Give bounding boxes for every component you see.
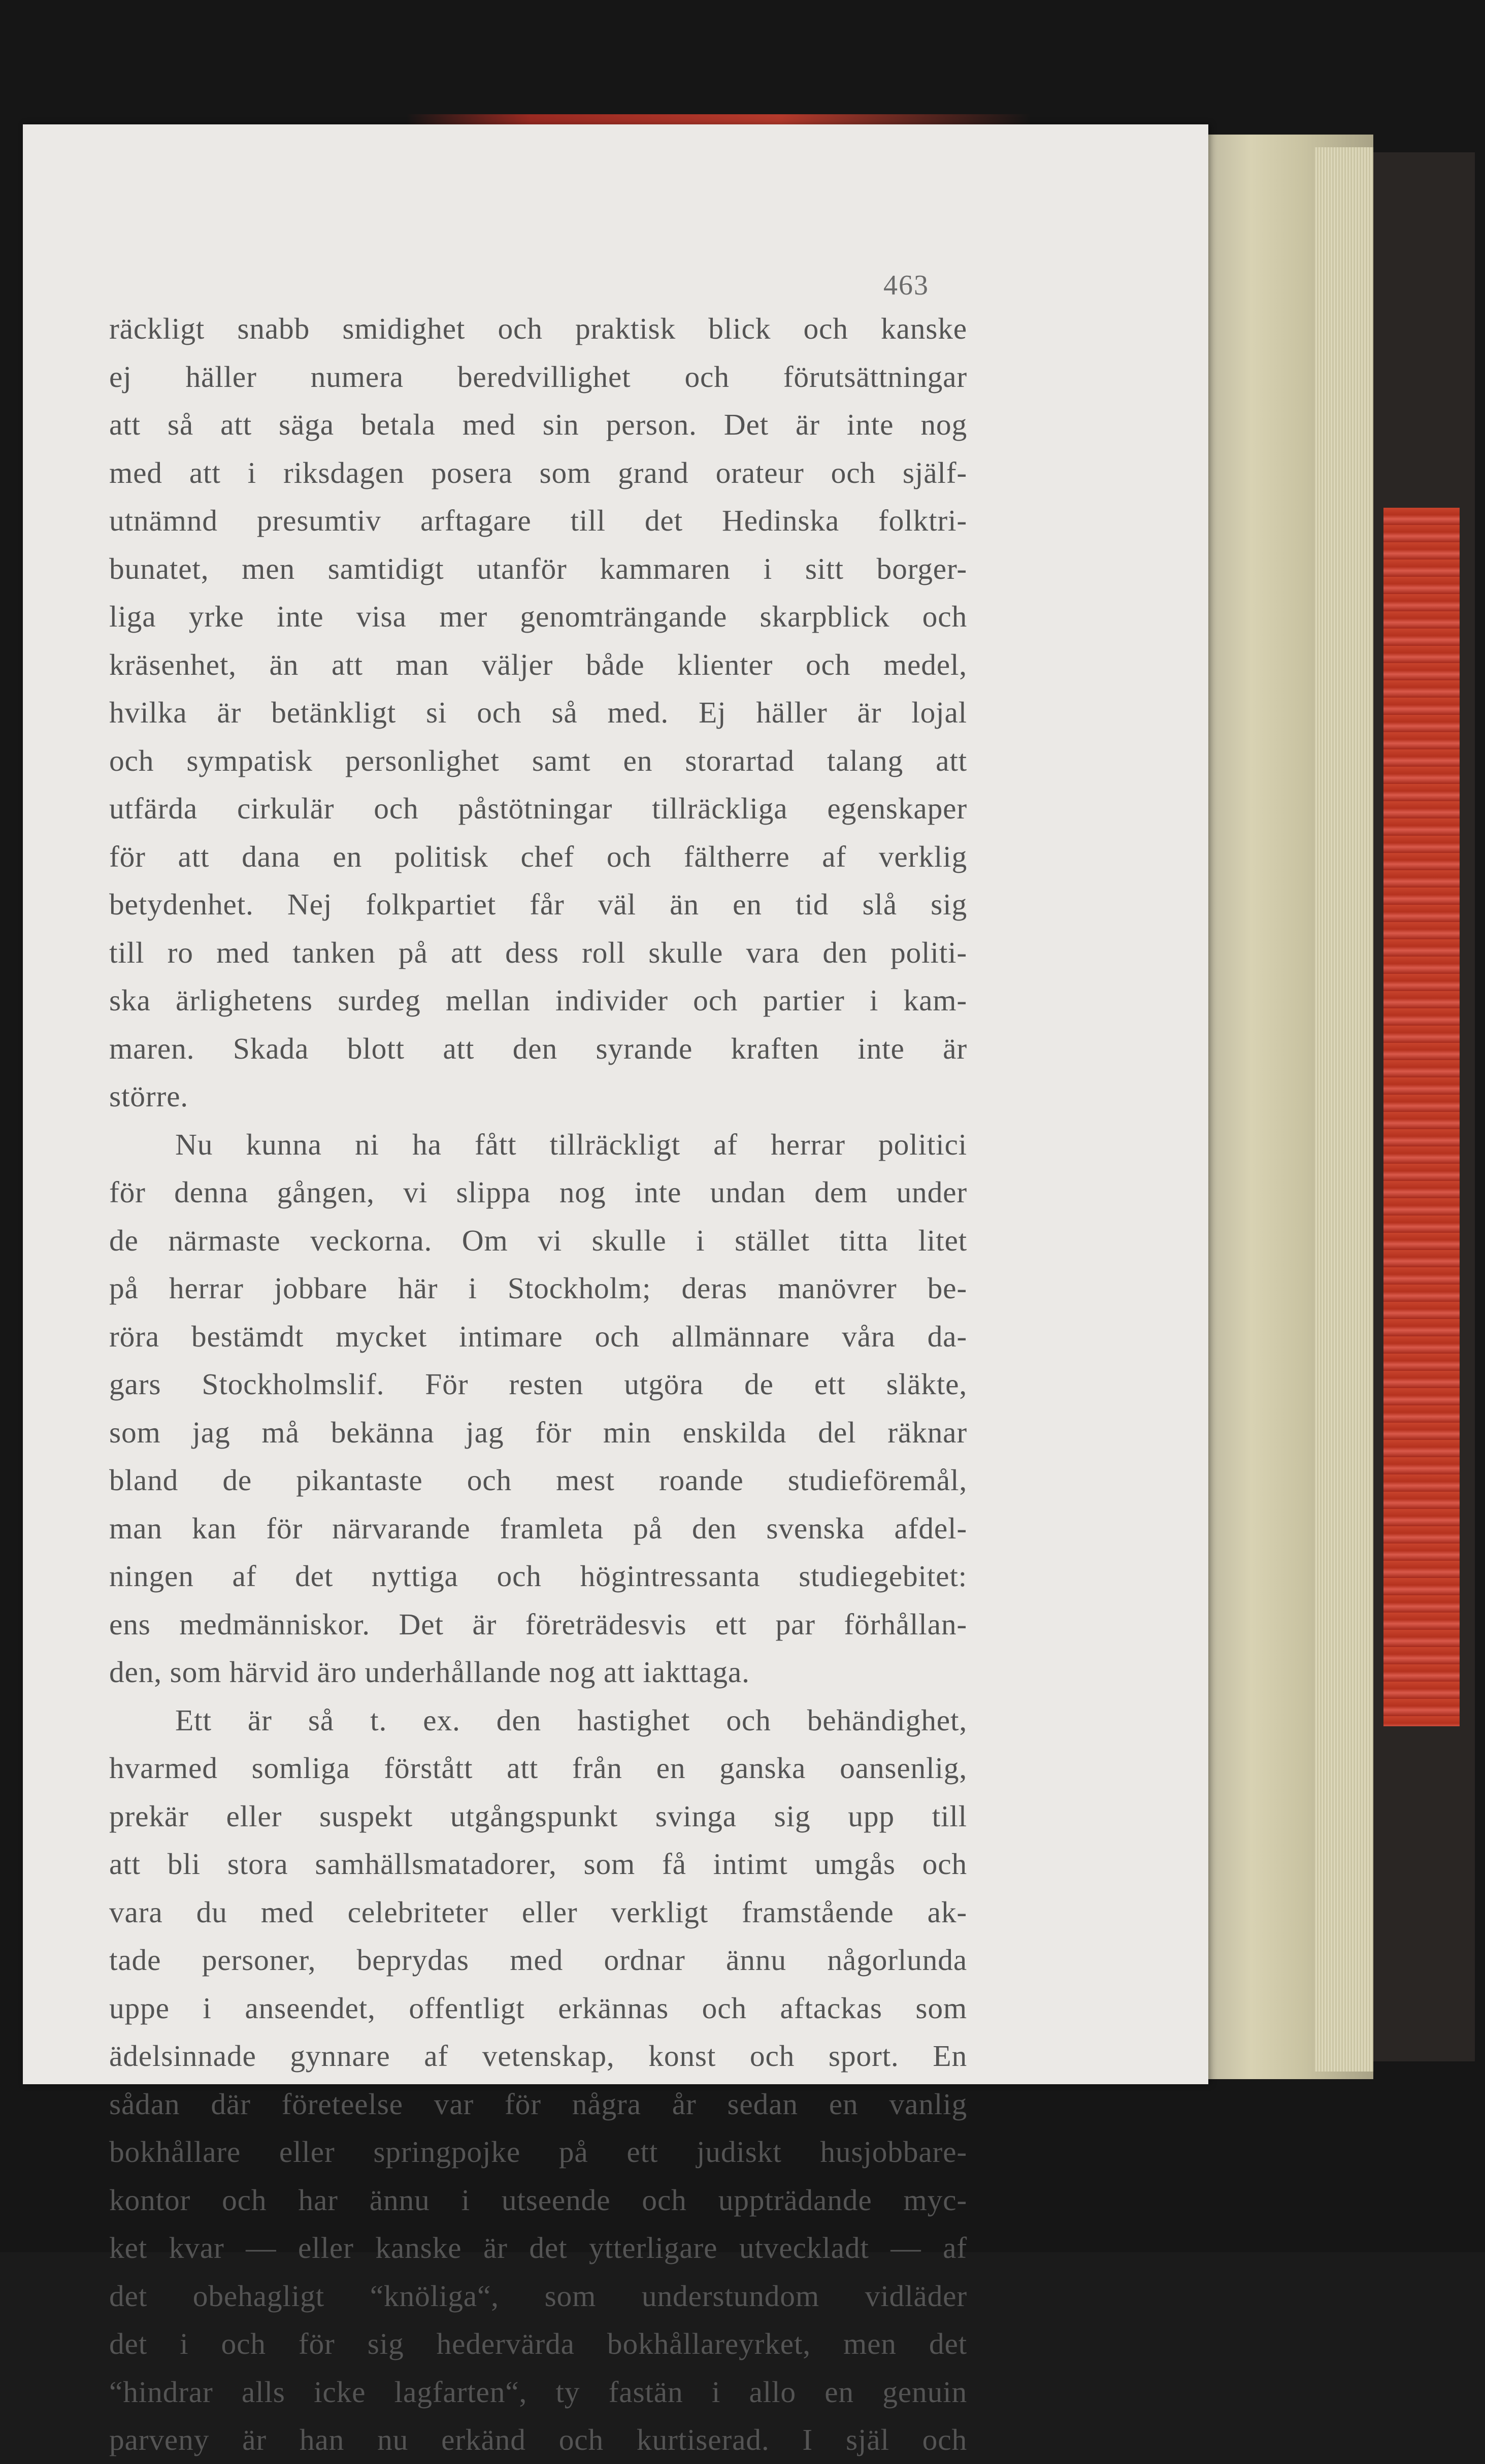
red-bookcloth — [1383, 508, 1460, 1726]
text-line: och sympatisk personlighet samt en storartad talang att — [109, 743, 967, 777]
text-line: till ro med tanken på att dess roll skulle vara den politi- — [109, 935, 967, 969]
text-line: Nu kunna ni ha fått tillräckligt af herrar politici — [175, 1127, 967, 1161]
text-line: ket kvar — eller kanske är det ytterligare utveckladt — af — [109, 2231, 967, 2264]
text-line: kräsenhet, än att man väljer både klienter och medel, — [109, 647, 967, 681]
text-line: ens medmänniskor. Det är företrädesvis ett par förhållan- — [109, 1607, 967, 1641]
text-line: för att dana en politisk chef och fältherre af verklig — [109, 839, 967, 873]
text-line: den, som härvid äro underhållande nog att iakttaga. — [109, 1655, 750, 1689]
text-line: bland de pikantaste och mest roande studieföremål, — [109, 1463, 967, 1497]
text-line: större. — [109, 1079, 188, 1113]
text-line: kontor och har ännu i utseende och uppträdande myc- — [109, 2183, 967, 2217]
text-line: tade personer, beprydas med ordnar ännu någorlunda — [109, 1943, 967, 1977]
text-line: “hindrar alls icke lagfarten“, ty fastän i allo en genuin — [109, 2375, 967, 2409]
text-line: man kan för närvarande framleta på den svenska afdel- — [109, 1511, 967, 1545]
text-line: ningen af det nyttiga och högintressanta studiegebitet: — [109, 1559, 967, 1593]
text-line: ädelsinnade gynnare af vetenskap, konst och sport. En — [109, 2039, 967, 2073]
text-line: röra bestämdt mycket intimare och allmännare våra da- — [109, 1319, 967, 1353]
text-line: ej häller numera beredvillighet och förutsättningar — [109, 359, 967, 393]
text-line: uppe i anseendet, offentligt erkännas och aftackas som — [109, 1991, 967, 2025]
text-line: prekär eller suspekt utgångspunkt svinga sig upp till — [109, 1799, 967, 1833]
text-line: gars Stockholmslif. För resten utgöra de ett släkte, — [109, 1367, 967, 1401]
text-line: bokhållare eller springpojke på ett judiskt husjobbare- — [109, 2135, 967, 2169]
text-line: att så att säga betala med sin person. Det är inte nog — [109, 408, 967, 441]
text-line: hvarmed somliga förstått att från en ganska oansenlig, — [109, 1751, 967, 1785]
text-line: som jag må bekänna jag för min enskilda del räknar — [109, 1415, 967, 1449]
text-line: att bli stora samhällsmatadorer, som få intimt umgås och — [109, 1847, 967, 1881]
text-line: parveny är han nu erkänd och kurtiserad. I själ och — [109, 2423, 967, 2456]
text-line: sådan där företeelse var för några år sedan en vanlig — [109, 2087, 967, 2121]
text-line: räckligt snabb smidighet och praktisk blick och kanske — [109, 312, 967, 345]
text-line: för denna gången, vi slippa nog inte undan dem under — [109, 1175, 967, 1209]
book-fore-edge — [1315, 147, 1373, 2072]
text-line: bunatet, men samtidigt utanför kammaren i sitt borger- — [109, 551, 967, 585]
text-line: betydenhet. Nej folkpartiet får väl än en tid slå sig — [109, 888, 967, 921]
text-line: Ett är så t. ex. den hastighet och behändighet, — [175, 1703, 967, 1737]
text-line: liga yrke inte visa mer genomträngande skarpblick och — [109, 600, 967, 633]
text-line: maren. Skada blott att den syrande kraften inte är — [109, 1031, 967, 1065]
text-line: utnämnd presumtiv arftagare till det Hedinska folktri- — [109, 504, 967, 537]
text-line: med att i riksdagen posera som grand orateur och själf- — [109, 455, 967, 489]
text-line: ska ärlighetens surdeg mellan individer och partier i kam- — [109, 983, 967, 1017]
text-line: det i och för sig hedervärda bokhållareyrket, men det — [109, 2327, 967, 2360]
text-line: hvilka är betänkligt si och så med. Ej häller är lojal — [109, 696, 967, 729]
text-line: utfärda cirkulär och påstötningar tillräckliga egenskaper — [109, 792, 967, 825]
text-line: det obehagligt “knöliga“, som understundom vidläder — [109, 2279, 967, 2313]
text-line: på herrar jobbare här i Stockholm; deras manövrer be- — [109, 1271, 967, 1305]
body-text — [109, 305, 967, 2464]
page-number: 463 — [883, 270, 929, 301]
text-line: vara du med celebriteter eller verkligt framstående ak- — [109, 1895, 967, 1929]
text-line: de närmaste veckorna. Om vi skulle i stället titta litet — [109, 1223, 967, 1257]
